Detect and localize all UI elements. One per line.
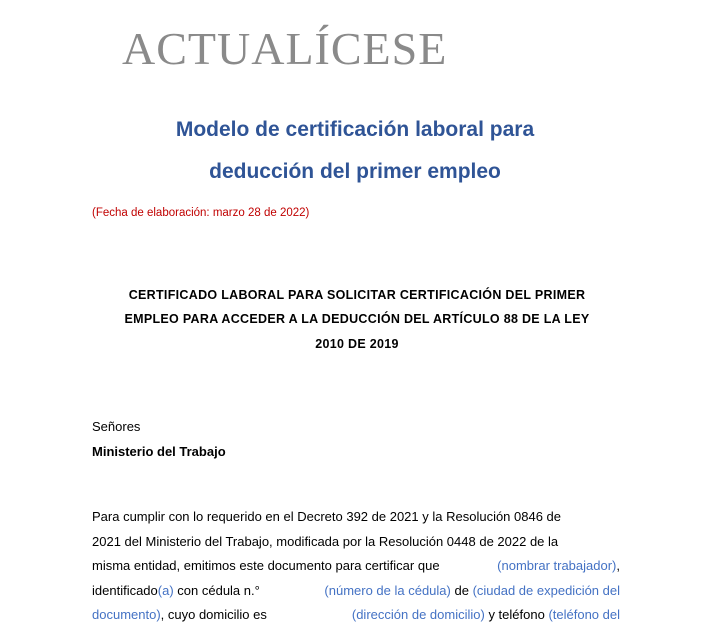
body-text: con cédula n.° [173, 583, 264, 598]
placeholder-worker-name: (nombrar trabajador) [497, 558, 617, 573]
body-text: Para cumplir con lo requerido en el Decreto 392 de 2021 y la Resolución 0846 de [92, 509, 562, 524]
body-text: , cuyo domicilio es [160, 607, 271, 622]
body-text: de [450, 583, 473, 598]
body-text: identificado [92, 583, 158, 598]
date-note: (Fecha de elaboración: marzo 28 de 2022) [92, 207, 310, 219]
body-line-1 [92, 509, 620, 524]
document-title-line-2: deducción del primer empleo [209, 160, 501, 183]
placeholder-id-city: (ciudad de expedición del [472, 583, 620, 598]
placeholder-id-number: (número de la cédula) [324, 583, 451, 598]
body-text: 2021 del Ministerio del Trabajo, modificada por la Resolución 0448 de 2022 de la [92, 534, 559, 549]
body-line-2 [92, 534, 620, 549]
addressee-entity: Ministerio del Trabajo [92, 444, 226, 459]
certificate-heading-line-2: EMPLEO PARA ACCEDER A LA DEDUCCIÓN DEL ARTÍCULO 88 DE LA LEY [124, 312, 590, 326]
body-text: misma entidad, emitimos este documento para certificar que [92, 558, 444, 573]
certificate-heading-line-1: CERTIFICADO LABORAL PARA SOLICITAR CERTIFICACIÓN DEL PRIMER [128, 288, 586, 302]
placeholder-address: (dirección de domicilio) [351, 607, 485, 622]
placeholder-gender-suffix: (a) [157, 583, 174, 598]
certificate-heading-line-3: 2010 DE 2019 [315, 337, 399, 351]
body-line-3 [92, 558, 620, 573]
placeholder-id-city-cont: documento) [92, 607, 161, 622]
salutation: Señores [92, 419, 141, 434]
body-line-5 [92, 607, 620, 622]
placeholder-phone: (teléfono del [548, 607, 620, 622]
document-title-line-1: Modelo de certificación laboral para [175, 118, 535, 141]
body-line-4 [92, 583, 620, 598]
actualicese-logo: ACTUALÍCESE [122, 23, 448, 74]
body-text: y teléfono [484, 607, 549, 622]
body-text: , [616, 558, 620, 573]
